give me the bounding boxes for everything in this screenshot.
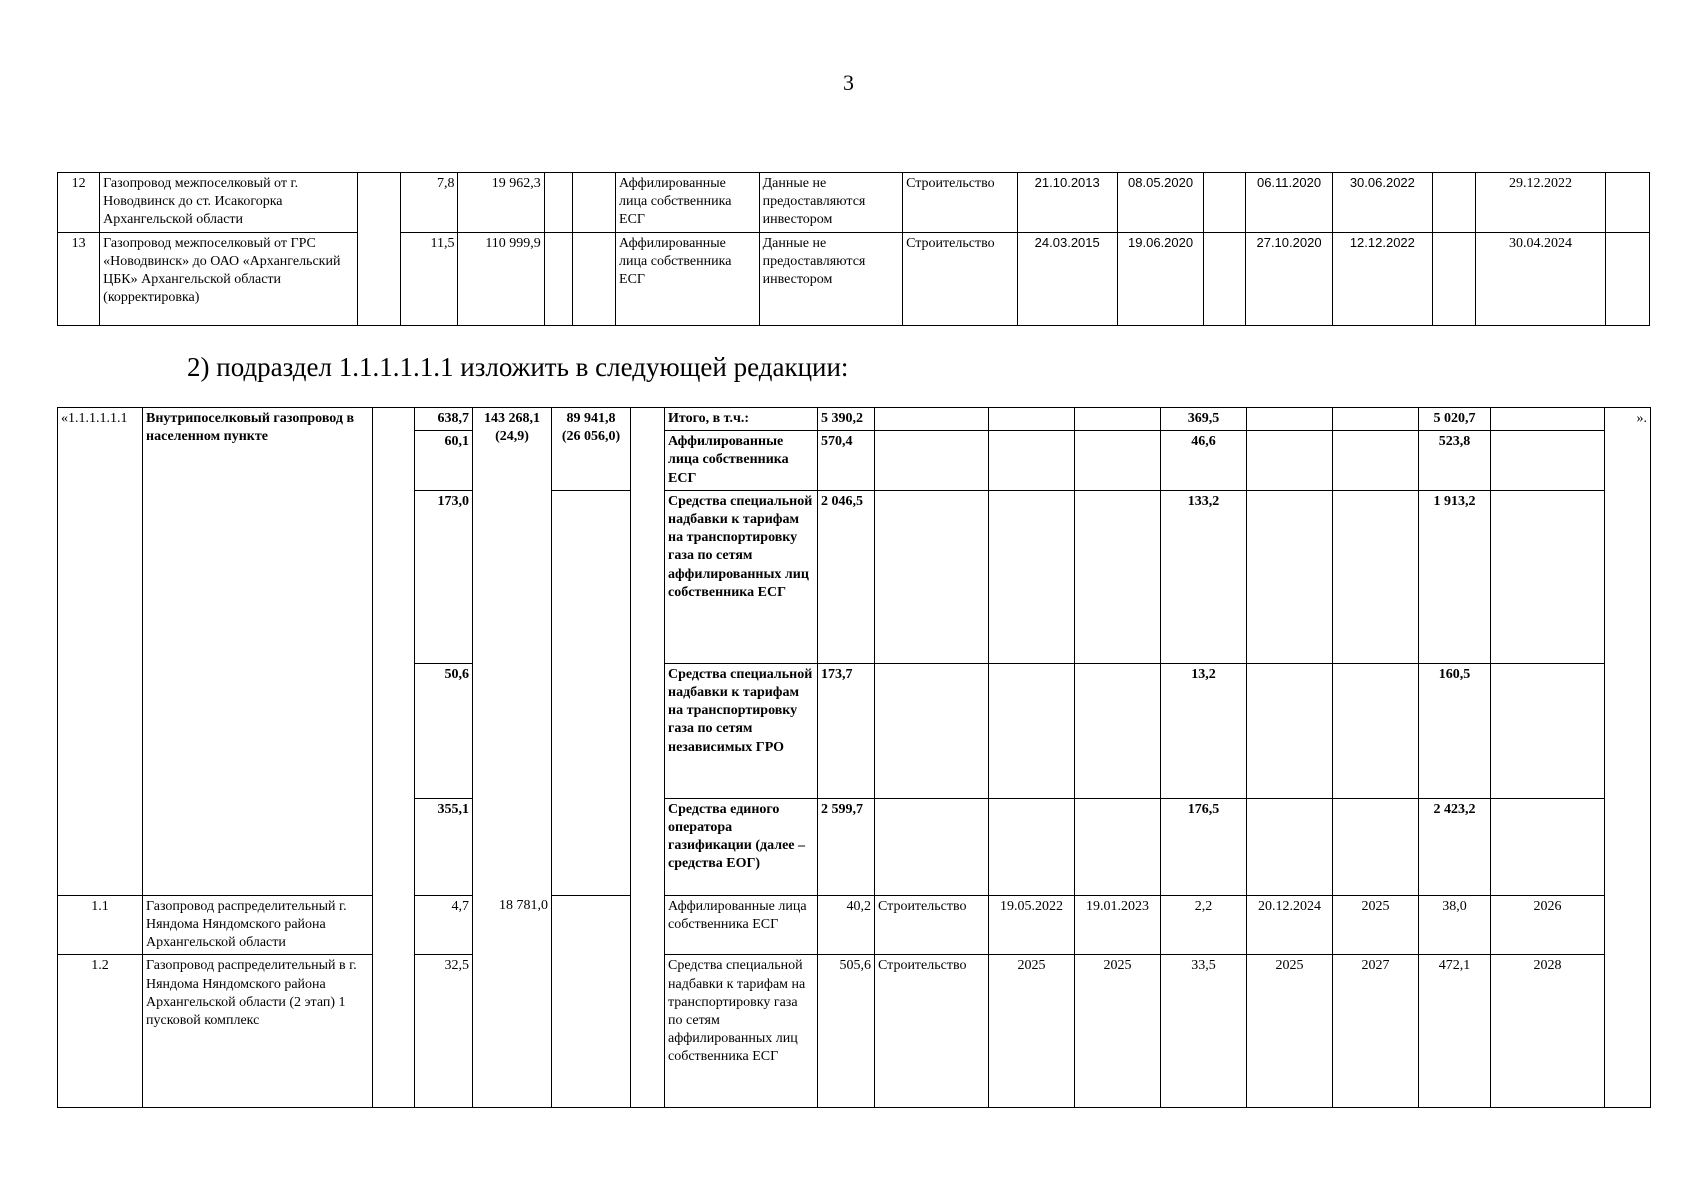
item-date-3: 20.12.2024 [1247,895,1333,955]
summary-v1: 176,5 [1161,798,1247,895]
item-date-1: 19.05.2022 [989,895,1075,955]
summary-length: 60,1 [415,431,473,491]
item-length: 4,7 [415,895,473,955]
date-3: 06.11.2020 [1246,173,1332,233]
funding-source: Аффилированные лица собственника ЕСГ [616,173,760,233]
item-number: 1.2 [58,955,143,1108]
item-date-2: 19.01.2023 [1075,895,1161,955]
item-date-5: 2028 [1491,955,1605,1108]
summary-label: Средства специальной надбавки к тарифам на транспортировку газа по сетям независимых ГРО [665,663,818,798]
summary-label: Аффилированные лица собственника ЕСГ [665,431,818,491]
page-number: 3 [843,70,854,95]
summary-label: Итого, в т.ч.: [665,408,818,431]
section-name: Внутрипоселковый газопровод в населенном пункте [143,408,373,896]
summary-v2: 1 913,2 [1419,490,1491,663]
object-name: Газопровод межпоселковый от ГРС «Новодвинск» до ОАО «Архангельский ЦБК» Архангельской области (корректировка) [100,232,358,325]
length-value: 7,8 [401,173,458,233]
date-start: 24.03.2015 [1017,232,1117,325]
item-sum: 40,2 [818,895,875,955]
total-cost-sub: (24,9) [495,429,529,445]
section-heading: 2) подраздел 1.1.1.1.1.1 изложить в следующей редакции: [187,352,849,382]
date-end: 29.12.2022 [1476,173,1605,233]
object-name: Газопровод межпоселковый от г. Новодвинск до ст. Исакогорка Архангельской области [100,173,358,233]
total-cost2 [552,408,631,491]
summary-v1: 13,2 [1161,663,1247,798]
item-name: Газопровод распределительный в г. Няндома Няндомского района Архангельской области (2 этап) 1 пусковой комплекс [143,955,373,1108]
item-date-2: 2025 [1075,955,1161,1108]
summary-sum: 2 599,7 [818,798,875,895]
investment-table-main [57,407,1651,1108]
summary-v2: 5 020,7 [1419,408,1491,431]
summary-v1: 133,2 [1161,490,1247,663]
summary-label: Средства единого оператора газификации (далее – средства ЕОГ) [665,798,818,895]
date-end: 30.04.2024 [1476,232,1605,325]
item-stage: Строительство [875,955,989,1108]
summary-v2: 2 423,2 [1419,798,1491,895]
row-number: 12 [58,173,100,233]
item-source: Аффилированные лица собственника ЕСГ [665,895,818,955]
table-row [58,173,1650,233]
row-number: 13 [58,232,100,325]
stage: Строительство [903,173,1017,233]
summary-length: 173,0 [415,490,473,663]
summary-label: Средства специальной надбавки к тарифам на транспортировку газа по сетям аффилированных лиц собственника ЕСГ [665,490,818,663]
summary-v2: 523,8 [1419,431,1491,491]
stage: Строительство [903,232,1017,325]
summary-sum: 570,4 [818,431,875,491]
summary-sum: 5 390,2 [818,408,875,431]
date-start: 21.10.2013 [1017,173,1117,233]
date-3: 27.10.2020 [1246,232,1332,325]
item-source: Средства специальной надбавки к тарифам на транспортировку газа по сетям аффилированных лиц собственника ЕСГ [665,955,818,1108]
item-date-4: 2027 [1333,955,1419,1108]
summary-sum: 173,7 [818,663,875,798]
item-v1: 2,2 [1161,895,1247,955]
item-v2: 472,1 [1419,955,1491,1108]
item-date-1: 2025 [989,955,1075,1108]
date-4: 12.12.2022 [1332,232,1432,325]
total-cost2-sub: (26 056,0) [561,429,621,445]
closing-mark: ». [1605,408,1651,1108]
summary-v2: 160,5 [1419,663,1491,798]
item-cost: 18 781,0 [473,895,552,1108]
total-length: 638,7 [415,408,473,431]
summary-v1: 369,5 [1161,408,1247,431]
date-2: 19.06.2020 [1117,232,1203,325]
date-4: 30.06.2022 [1332,173,1432,233]
item-length: 32,5 [415,955,473,1108]
table-row [58,955,1651,1108]
total-cost [473,408,552,491]
length-value: 11,5 [401,232,458,325]
total-cost-value: 143 268,1 [484,411,540,426]
total-cost2-value: 89 941,8 [566,411,616,426]
summary-row [58,408,1651,431]
item-name: Газопровод распределительный г. Няндома Няндомского района Архангельской области [143,895,373,955]
table-row [58,895,1651,955]
investor-data: Данные не предоставляются инвестором [759,232,903,325]
date-2: 08.05.2020 [1117,173,1203,233]
investor-data: Данные не предоставляются инвестором [759,173,903,233]
cost-value: 110 999,9 [458,232,544,325]
cost-value: 19 962,3 [458,173,544,233]
item-v1: 33,5 [1161,955,1247,1108]
summary-v1: 46,6 [1161,431,1247,491]
funding-source: Аффилированные лица собственника ЕСГ [616,232,760,325]
summary-length: 50,6 [415,663,473,798]
item-sum: 505,6 [818,955,875,1108]
summary-sum: 2 046,5 [818,490,875,663]
item-v2: 38,0 [1419,895,1491,955]
item-date-4: 2025 [1333,895,1419,955]
item-number: 1.1 [58,895,143,955]
item-date-5: 2026 [1491,895,1605,955]
summary-length: 355,1 [415,798,473,895]
investment-table-top [57,172,1650,326]
item-stage: Строительство [875,895,989,955]
item-date-3: 2025 [1247,955,1333,1108]
section-code: «1.1.1.1.1.1 [58,408,143,896]
table-row [58,232,1650,325]
